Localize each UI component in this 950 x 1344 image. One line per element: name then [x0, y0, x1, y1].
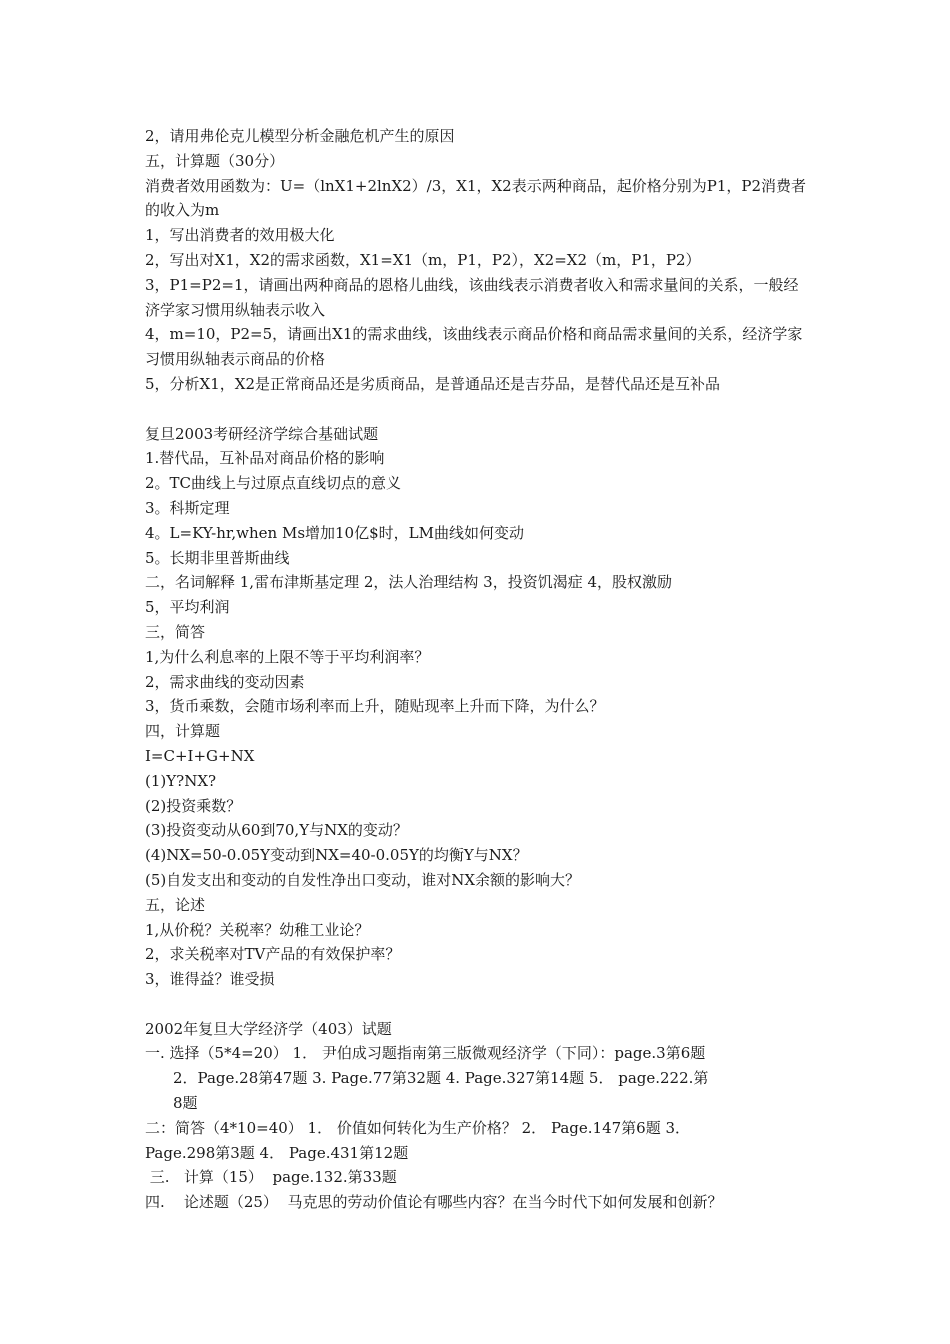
question-line: 2，求关税率对TV产品的有效保护率？: [145, 945, 401, 964]
question-line: 5，分析X1，X2是正常商品还是劣质商品，是普通品还是吉芬品，是替代品还是互补品: [145, 374, 720, 393]
exam-title: 2002年复旦大学经济学（403）试题: [145, 1019, 392, 1038]
utility-function-text: 消费者效用函数为：U=（lnX1+2lnX2）/3，X1，X2表示两种商品，起价格分别为P1，P2消费者的收入为m: [145, 176, 806, 220]
section-heading: 三，简答: [145, 622, 206, 641]
question-line: (3)投资变动从60到70,Y与NX的变动？: [145, 821, 408, 840]
question-line: 3。科斯定理: [145, 498, 230, 517]
question-line: 1,从价税？关税率？幼稚工业论？: [145, 920, 370, 939]
question-line: 5，平均利润: [145, 598, 230, 617]
question-line: I=C+I+G+NX: [145, 746, 255, 765]
question-line: 一. 选择（5*4=20） 1． 尹伯成习题指南第三版微观经济学（下同）：page.3第6题: [145, 1044, 706, 1063]
question-line: 5。长期非里普斯曲线: [145, 548, 290, 567]
blank-line: [145, 397, 810, 422]
question-line: 3，货币乘数，会随市场利率而上升，随贴现率上升而下降，为什么？: [145, 697, 605, 716]
question-line: 1.替代品，互补品对商品价格的影响: [145, 449, 385, 468]
section-heading: 五，计算题（30分）: [145, 151, 285, 170]
question-line: 4。L=KY-hr,when Ms增加10亿$时，LM曲线如何变动: [145, 523, 524, 542]
question-line: 四. 论述题（25） 马克思的劳动价值论有哪些内容？在当今时代下如何发展和创新？: [145, 1193, 723, 1212]
section-heading: 四，计算题: [145, 722, 221, 741]
question-line: 二：简答（4*10=40） 1． 价值如何转化为生产价格？ 2． Page.147第6题 3．: [145, 1118, 691, 1137]
question-line: 1，写出消费者的效用极大化: [145, 226, 335, 245]
question-line: 3，谁得益？谁受损: [145, 970, 275, 989]
exam-title: 复旦2003考研经济学综合基础试题: [145, 424, 379, 443]
question-line: 2．Page.28第47题 3. Page.77第32题 4. Page.327第14题 5． page.222.第: [173, 1069, 709, 1088]
text-line: 2，请用弗伦克儿模型分析金融危机产生的原因: [145, 127, 455, 145]
question-line: 三. 计算（15） page.132.第33题: [145, 1168, 397, 1187]
section-heading: 五，论述: [145, 895, 206, 914]
question-line: (4)NX=50-0.05Y变动到NX=40-0.05Y的均衡Y与NX？: [145, 846, 528, 865]
question-line: 3，P1=P2=1，请画出两种商品的恩格儿曲线，该曲线表示消费者收入和需求量间的关系，一般经济学家习惯用纵轴表示收入: [145, 275, 799, 319]
section-heading: 二，名词解释 1,雷布津斯基定理 2，法人治理结构 3，投资饥渴症 4，股权激励: [145, 573, 673, 592]
question-line: 2，写出对X1，X2的需求函数，X1=X1（m，P1，P2），X2=X2（m，P1，P2）: [145, 250, 701, 269]
question-line: 1,为什么利息率的上限不等于平均利润率？: [145, 647, 430, 666]
question-line: 2，需求曲线的变动因素: [145, 672, 305, 691]
question-line: (2)投资乘数？: [145, 796, 242, 815]
document-page: [145, 124, 810, 1215]
question-line: 2。TC曲线上与过原点直线切点的意义: [145, 474, 402, 493]
question-line: Page.298第3题 4． Page.431第12题: [145, 1143, 409, 1162]
blank-line: [145, 992, 810, 1017]
question-line: 8题: [173, 1094, 198, 1113]
question-line: 4，m=10，P2=5，请画出X1的需求曲线，该曲线表示商品价格和商品需求量间的关系，经济学家习惯用纵轴表示商品的价格: [145, 325, 803, 369]
question-line: (5)自发支出和变动的自发性净出口变动，谁对NX余额的影响大？: [145, 870, 581, 889]
question-line: (1)Y?NX?: [145, 771, 217, 790]
